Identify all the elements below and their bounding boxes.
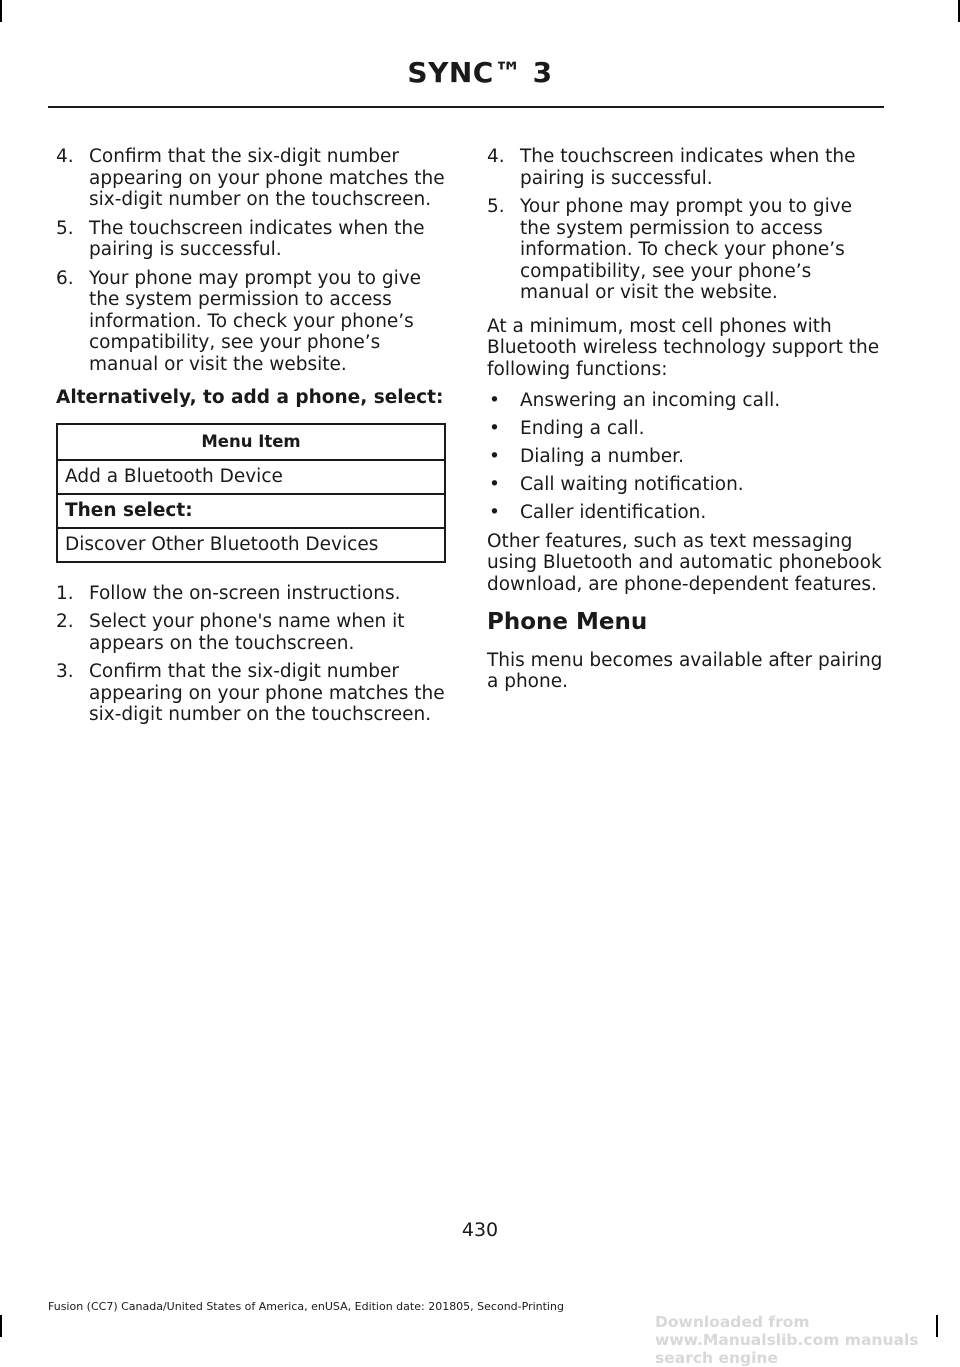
page-number: 430 xyxy=(461,1219,499,1241)
other-features-text: Other features, such as text messaging using Bluetooth and automatic phonebook download, are phone-dependent features. xyxy=(487,530,882,595)
list-item: • Answering an incoming call. xyxy=(487,390,883,412)
list-item: • Call waiting notification. xyxy=(487,474,883,496)
step-number: 4. xyxy=(487,146,505,167)
step-number: 1. xyxy=(56,582,74,604)
table-cell: Add a Bluetooth Device xyxy=(57,460,445,494)
step-text: Follow the on-screen instructions. xyxy=(89,582,401,604)
step-number: 5. xyxy=(56,217,74,239)
list-item: • Caller identification. xyxy=(487,502,883,524)
list-item xyxy=(56,611,448,654)
list-item: • Ending a call. xyxy=(487,418,883,440)
table-cell: Then select: xyxy=(57,494,445,528)
list-item xyxy=(56,583,448,605)
crop-mark xyxy=(0,1315,2,1337)
section-heading: Phone Menu xyxy=(487,609,648,635)
step-number: 4. xyxy=(56,146,74,167)
table-row xyxy=(57,460,445,494)
right-column xyxy=(487,146,883,703)
left-column xyxy=(56,146,448,733)
alternative-steps xyxy=(56,583,448,726)
step-number: 3. xyxy=(56,661,74,682)
section-text: This menu becomes available after pairing a phone. xyxy=(487,649,883,692)
page-title: SYNC™ 3 xyxy=(407,56,553,89)
table-row xyxy=(57,528,445,562)
alternative-steps-continued xyxy=(487,146,883,304)
crop-mark xyxy=(0,0,2,22)
list-item xyxy=(56,661,448,726)
step-number: 6. xyxy=(56,267,74,289)
menu-table xyxy=(56,423,446,563)
step-number: 2. xyxy=(56,611,74,632)
table-header: Menu Item xyxy=(57,424,445,460)
watermark: Downloaded from www.Manualslib.com manuals search engine xyxy=(655,1313,919,1367)
list-item xyxy=(487,146,883,189)
table-row xyxy=(57,494,445,528)
table-row xyxy=(57,424,445,460)
list-item xyxy=(56,218,448,261)
pairing-steps-continued xyxy=(56,146,448,375)
header-divider xyxy=(48,106,884,108)
step-text: Your phone may prompt you to give the system permission to access information. To check your phone’s compatibility, see your phone’s manual or visit the website. xyxy=(520,196,853,303)
table-cell: Discover Other Bluetooth Devices xyxy=(57,528,445,562)
step-text: Confirm that the six-digit number appearing on your phone matches the six-digit number on the touchscreen. xyxy=(89,661,445,725)
list-item xyxy=(487,196,883,304)
list-item xyxy=(56,146,448,211)
step-text: Select your phone's name when it appears on the touchscreen. xyxy=(89,611,405,654)
alternative-lead: Alternatively, to add a phone, select: xyxy=(56,387,444,408)
step-text: The touchscreen indicates when the pairing is successful. xyxy=(89,217,425,260)
step-number: 5. xyxy=(487,196,505,217)
list-item: • Dialing a number. xyxy=(487,446,883,468)
functions-intro: At a minimum, most cell phones with Bluetooth wireless technology support the following functions: xyxy=(487,315,880,380)
step-text: Your phone may prompt you to give the system permission to access information. To check your phone’s compatibility, see your phone’s manual or visit the website. xyxy=(89,267,422,375)
functions-list xyxy=(487,390,883,524)
list-item xyxy=(56,268,448,376)
step-text: Confirm that the six-digit number appearing on your phone matches the six-digit number on the touchscreen. xyxy=(89,146,445,210)
footer-text: Fusion (CC7) Canada/United States of America, enUSA, Edition date: 201805, Second-Printing xyxy=(48,1300,564,1313)
step-text: The touchscreen indicates when the pairing is successful. xyxy=(520,146,856,189)
